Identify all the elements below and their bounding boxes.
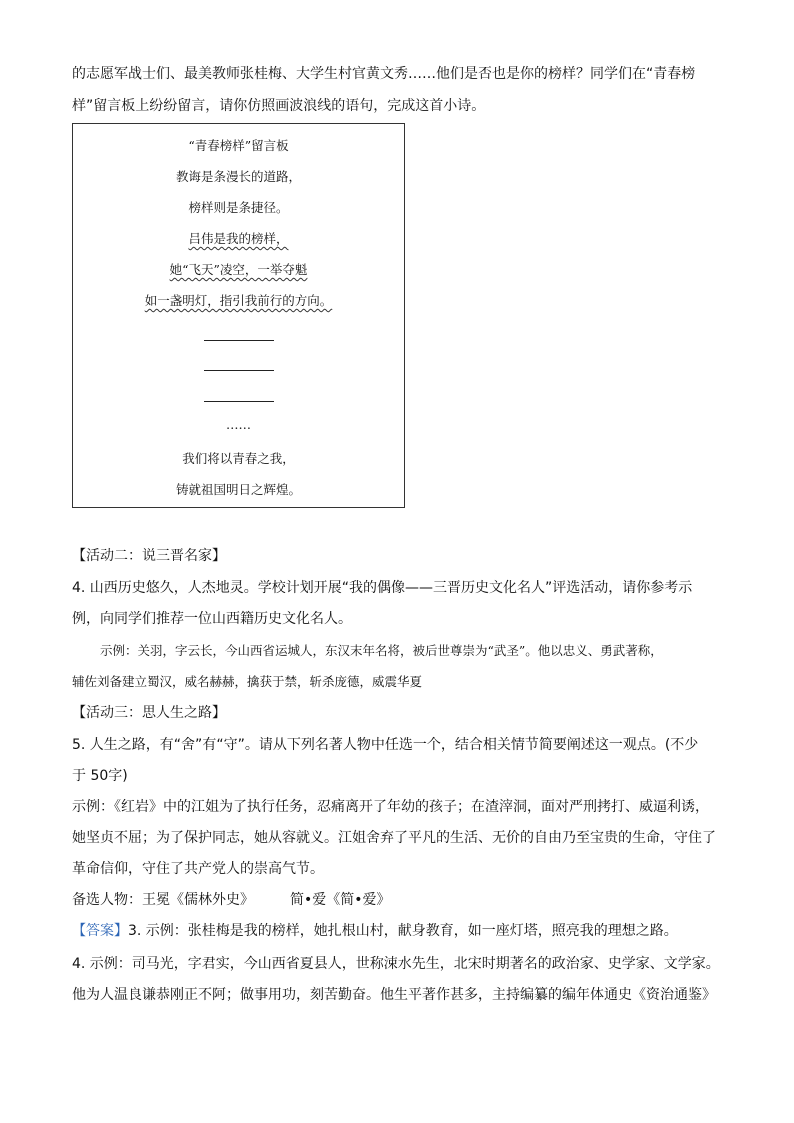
answer-3-text: 3. 示例：张桂梅是我的榜样，她扎根山村，献身教育，如一座灯塔，照亮我的理想之路。	[128, 923, 678, 939]
activity3-question-line-2: 于 50字)	[72, 768, 128, 784]
options-first: 备选人物：王冕《儒林外史》	[72, 892, 254, 908]
activity3-heading: 【活动三：思人生之路】	[72, 705, 226, 721]
message-board-box	[72, 123, 405, 508]
blank-line-3	[204, 401, 274, 402]
activity2-question-line-2: 例，向同学们推荐一位山西籍历史文化名人。	[72, 611, 352, 627]
blank-line-1	[204, 340, 274, 341]
answer-4-line-2: 他为人温良谦恭刚正不阿；做事用功，刻苦勤奋。他生平著作甚多，主持编纂的编年体通史《资治通鉴》	[72, 987, 716, 1003]
options-second: 简•爱《简•爱》	[290, 892, 391, 908]
poem-ellipsis: ……	[226, 417, 251, 432]
activity3-example-line-2: 她坚贞不屈；为了保护同志，她从容就义。江姐舍弃了平凡的生活、无价的自由乃至宝贵的生命，守住了	[72, 830, 716, 846]
activity2-example-line-1: 示例：关羽，字云长，今山西省运城人，东汉末年名将，被后世尊崇为“武圣”。他以忠义、勇武著称，	[100, 643, 663, 658]
activity2-heading: 【活动二：说三晋名家】	[72, 548, 226, 564]
intro-line-2: 样”留言板上纷纷留言，请你仿照画波浪线的语句，完成这首小诗。	[72, 98, 486, 114]
activity3-question-line-1: 5. 人生之路，有“舍”有“守”。请从下列名著人物中任选一个，结合相关情节简要阐述这一观点。(不少	[72, 737, 699, 753]
poem-end-line-1: 我们将以青春之我，	[182, 451, 295, 466]
activity3-options	[72, 890, 391, 910]
poem-wavy-line-3: 如一盏明灯，指引我前行的方向。	[144, 293, 333, 308]
poem-title: “青春榜样”留言板	[188, 138, 289, 153]
activity2-question-line-1: 4. 山西历史悠久，人杰地灵。学校计划开展“我的偶像——三晋历史文化名人”评选活动，请你参考示	[72, 580, 693, 596]
blank-line-2	[204, 370, 274, 371]
poem-line-2: 榜样则是条捷径。	[188, 200, 289, 215]
answer-4-line-1: 4. 示例：司马光，字君实，今山西省夏县人，世称涑水先生，北宋时期著名的政治家、史学家、文学家。	[72, 956, 720, 972]
answer-tag: 【答案】	[72, 923, 128, 939]
poem-end-line-2: 铸就祖国明日之辉煌。	[175, 482, 301, 497]
poem-line-1: 教诲是条漫长的道路，	[175, 169, 301, 184]
poem-wavy-line-1: 吕伟是我的榜样，	[188, 231, 289, 246]
activity3-example-line-1: 示例：《红岩》中的江姐为了执行任务，忍痛离开了年幼的孩子；在渣滓洞，面对严刑拷打、威逼利诱，	[72, 799, 709, 815]
activity3-example-line-3: 革命信仰，守住了共产党人的崇高气节。	[72, 861, 324, 877]
activity2-example-line-2: 辅佐刘备建立蜀汉，威名赫赫，擒获于禁，斩杀庞德，威震华夏	[72, 674, 423, 689]
answer-3	[72, 921, 678, 941]
intro-line-1: 的志愿军战士们、最美教师张桂梅、大学生村官黄文秀……他们是否也是你的榜样？同学们在“青春榜	[72, 66, 696, 82]
poem-wavy-line-2: 她“飞天”凌空，一举夺魁	[169, 262, 308, 277]
